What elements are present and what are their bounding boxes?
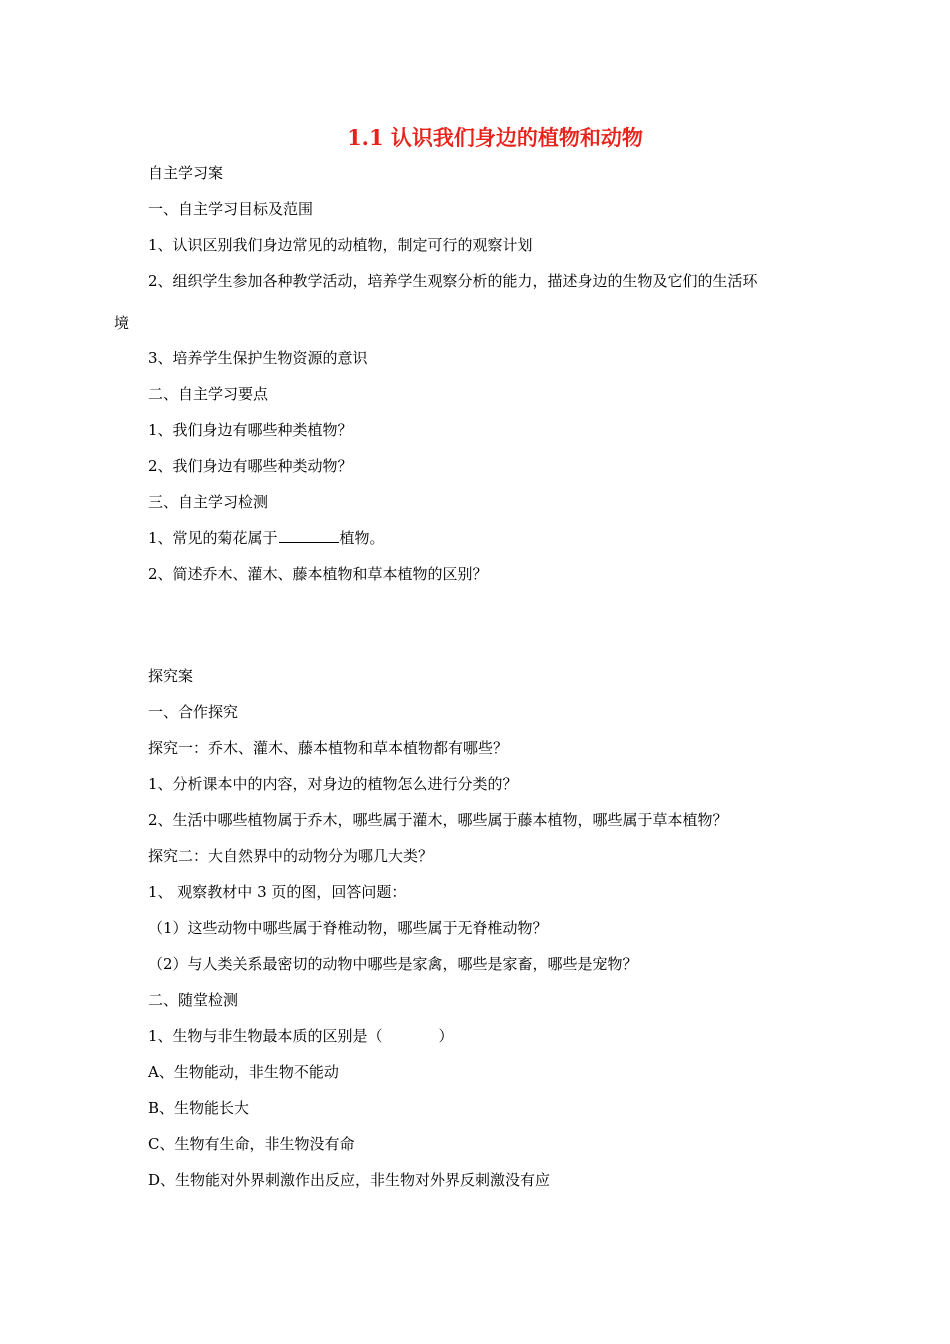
goal-3: 3、培养学生保护生物资源的意识 bbox=[148, 349, 368, 367]
inquiry-heading: 探究案 bbox=[148, 667, 194, 685]
point-1: 1、我们身边有哪些种类植物？ bbox=[148, 421, 353, 439]
test-heading: 三、自主学习检测 bbox=[148, 493, 269, 511]
inquiry-2-sub-2: （2）与人类关系最密切的动物中哪些是家禽，哪些是家畜，哪些是宠物？ bbox=[148, 955, 638, 973]
page-title: 1.1 认识我们身边的植物和动物 bbox=[347, 125, 643, 150]
test-1-text-before: 1、常见的菊花属于 bbox=[148, 529, 278, 547]
answer-blank[interactable] bbox=[279, 528, 339, 543]
option-a: A、生物能动，非生物不能动 bbox=[148, 1063, 339, 1081]
check-question-1 bbox=[148, 1026, 454, 1046]
points-heading: 二、自主学习要点 bbox=[148, 385, 269, 403]
goal-2-line1: 2、组织学生参加各种教学活动，培养学生观察分析的能力，描述身边的生物及它们的生活环 bbox=[148, 272, 758, 290]
inquiry-2: 探究二：大自然界中的动物分为哪几大类？ bbox=[148, 847, 434, 865]
goal-2-line2: 境 bbox=[114, 314, 130, 332]
inquiry-1-question-2: 2、生活中哪些植物属于乔木，哪些属于灌木，哪些属于藤本植物，哪些属于草本植物？ bbox=[148, 811, 728, 829]
check-q1-after: ） bbox=[438, 1027, 454, 1045]
inquiry-2-sub-1: （1）这些动物中哪些属于脊椎动物，哪些属于无脊椎动物？ bbox=[148, 919, 548, 937]
test-question-2: 2、简述乔木、灌木、藤本植物和草本植物的区别？ bbox=[148, 565, 488, 583]
check-heading: 二、随堂检测 bbox=[148, 991, 239, 1009]
test-question-1 bbox=[148, 528, 385, 548]
inquiry-1-question-1: 1、分析课本中的内容，对身边的植物怎么进行分类的？ bbox=[148, 775, 518, 793]
option-d: D、生物能对外界刺激作出反应，非生物对外界反刺激没有应 bbox=[148, 1171, 551, 1189]
inquiry-1: 探究一：乔木、灌木、藤本植物和草本植物都有哪些？ bbox=[148, 739, 509, 757]
inquiry-2-question-1: 1、 观察教材中 3 页的图，回答问题： bbox=[148, 883, 407, 901]
point-2: 2、我们身边有哪些种类动物？ bbox=[148, 457, 353, 475]
option-c: C、生物有生命，非生物没有命 bbox=[148, 1135, 355, 1153]
self-study-heading: 自主学习案 bbox=[148, 164, 224, 182]
check-q1-before: 1、生物与非生物最本质的区别是（ bbox=[148, 1027, 383, 1045]
goals-heading: 一、自主学习目标及范围 bbox=[148, 200, 314, 218]
test-1-text-after: 植物。 bbox=[339, 529, 385, 547]
coop-heading: 一、合作探究 bbox=[148, 703, 239, 721]
goal-1: 1、认识区别我们身边常见的动植物，制定可行的观察计划 bbox=[148, 236, 533, 254]
option-b: B、生物能长大 bbox=[148, 1099, 250, 1117]
